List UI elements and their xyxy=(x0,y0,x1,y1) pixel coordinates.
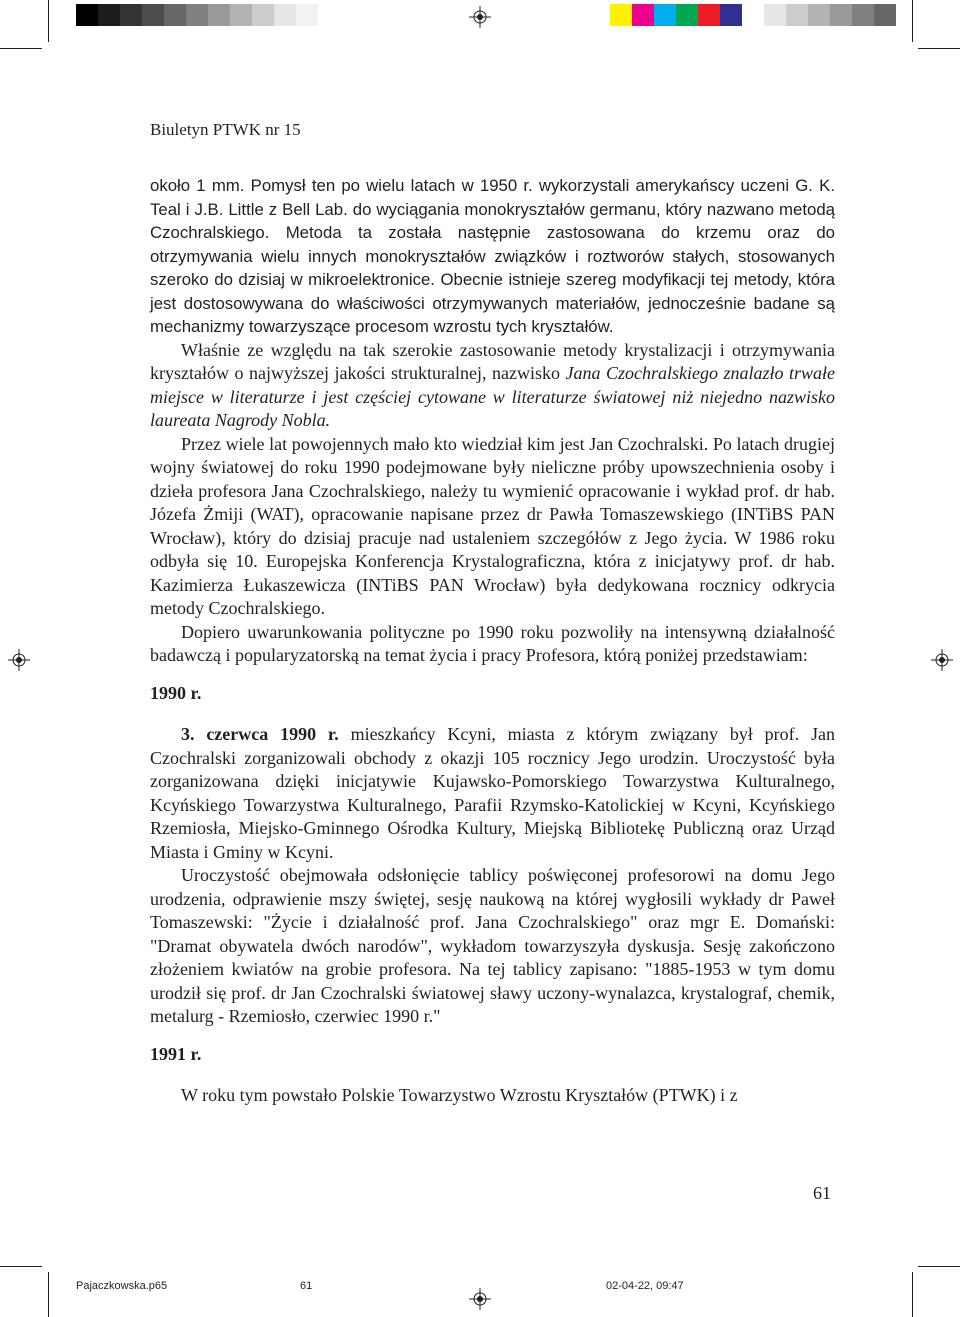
color-swatch xyxy=(252,4,274,26)
color-swatch xyxy=(610,4,632,26)
crop-mark xyxy=(912,0,913,42)
paragraph: Przez wiele lat powojennych mało kto wiedział kim jest Jan Czochralski. Po latach drugiej wojny światowej do roku 1990 podejmowane były nieliczne próby upowszechnienia osoby i dzieła profesora Jana Czochralskiego, należy tu wymienić opracowanie i wykład prof. dr hab. Józefa Żmiji (WAT), opracowanie napisane przez dr Pawła Tomaszewskiego (INTiBS PAN Wrocław), który do dzisiaj pracuje nad ustaleniem szczegółów z Jego życia. W 1986 roku odbyła się 10. Europejska Konferencja Krystalograficzna, która z inicjatywy prof. dr hab. Kazimierza Łukaszewicza (INTiBS PAN Wrocław) była dedykowana rocznicy odkrycia metody Czochralskiego. xyxy=(150,433,835,618)
color-swatch xyxy=(76,4,98,26)
paragraph: około 1 mm. Pomysł ten po wielu latach w 1950 r. wykorzystali amerykańscy uczeni G. K. Teal i J.B. Little z Bell Lab. do wyciągania monokryształów germanu, który nazwano metodą Czochralskiego. Metoda ta została następnie zastosowana do krzemu oraz do otrzymywania wielu innych monokryształów związków i roztworów stałych, stosowanych szeroko do dzisiaj w mikroelektronice. Obecnie istnieje szereg modyfikacji tej metody, która jest dostosowywana do właściwości otrzymywanych materiałów, jednocześnie badane są mechanizmy towarzyszące procesom wzrostu tych kryształów. xyxy=(150,176,835,336)
color-swatch xyxy=(830,4,852,26)
color-swatch xyxy=(720,4,742,26)
paragraph-text: Właśnie ze względu na tak szerokie zastosowanie metody krystalizacji i otrzymywania kryształów o najwyższej jakości strukturalnej, nazwisko xyxy=(150,339,835,383)
grey-color-bar xyxy=(76,4,340,26)
registration-mark-icon xyxy=(8,649,30,671)
color-swatch xyxy=(676,4,698,26)
slug-datetime: 02-04-22, 09:47 xyxy=(606,1280,684,1292)
slug-page: 61 xyxy=(300,1280,313,1292)
paragraph: Dopiero uwarunkowania polityczne po 1990 roku pozwoliły na intensywną działalność badawczą i popularyzatorską na temat życia i pracy Profesora, którą poniżej przedstawiam: xyxy=(150,621,835,665)
color-swatch xyxy=(764,4,786,26)
color-swatch xyxy=(874,4,896,26)
paragraph: W roku tym powstało Polskie Towarzystwo Wzrostu Kryształów (PTWK) i z xyxy=(181,1085,738,1105)
registration-mark-icon xyxy=(469,6,491,28)
registration-mark-icon xyxy=(469,1288,491,1310)
crop-mark xyxy=(48,0,49,42)
paragraph-text: mieszkańcy Kcyni, miasta z którym związany był prof. Jan Czochralski zorganizowali obchody z okazji 105 rocznicy Jego urodzin. Uroczystość była zorganizowana dzięki inicjatywie Kujawsko-Pomorskiego Towarzystwa Kulturalnego, Kcyńskiego Towarzystwa Kulturalnego, Parafii Rzymsko-Katolickiej w Kcyni, Kcyńskiego Rzemiosła, Miejsko-Gminnego Ośrodka Kultury, Miejską Bibliotekę Publiczną oraz Urząd Miasta i Gminy w Kcyni. xyxy=(150,724,835,862)
color-swatch xyxy=(654,4,676,26)
slug-filename: Pajaczkowska.p65 xyxy=(76,1280,168,1292)
color-swatch xyxy=(632,4,654,26)
paragraph-italic-text: Jana Czochralskiego znalazło trwałe miejsce w literaturze i jest częściej cytowane w literaturze światowej niż niejedno nazwisko laureata Nagrody Nobla. xyxy=(150,363,835,430)
running-head: Biuletyn PTWK nr 15 xyxy=(150,120,301,139)
color-swatch xyxy=(120,4,142,26)
section-heading-1991: 1991 r. xyxy=(150,1043,202,1064)
section-heading-1990: 1990 r. xyxy=(150,682,202,703)
event-date: 3. czerwca 1990 r. xyxy=(181,724,339,744)
color-swatch xyxy=(186,4,208,26)
paragraph: Uroczystość obejmowała odsłonięcie tablicy poświęconej profesorowi na domu Jego urodzenia, odprawienie mszy świętej, sesję naukową na której wygłosili wykłady dr Paweł Tomaszewski: "Życie i działalność prof. Jana Czochralskiego" oraz mgr E. Domański: "Dramat obywatela dwóch narodów", wykładom towarzyszyła dyskusja. Sesję zakończono złożeniem kwiatów na grobie profesora. Na tej tablicy zapisano: "1885-1953 w tym domu urodził się prof. dr Jan Czochralski światowej sławy uczony-wynalazca, krystalograf, chemik, metalurg - Rzemiosło, czerwiec 1990 r." xyxy=(150,865,835,1026)
color-swatch xyxy=(852,4,874,26)
color-swatch xyxy=(98,4,120,26)
color-swatch xyxy=(274,4,296,26)
page-number: 61 xyxy=(813,1183,831,1203)
paragraph xyxy=(150,339,835,433)
color-swatch xyxy=(164,4,186,26)
process-color-bar xyxy=(610,4,896,26)
crop-mark xyxy=(0,48,42,49)
color-swatch xyxy=(296,4,318,26)
crop-mark xyxy=(918,1266,960,1267)
color-swatch xyxy=(208,4,230,26)
color-swatch xyxy=(698,4,720,26)
color-swatch xyxy=(786,4,808,26)
article-body xyxy=(150,174,835,1108)
color-swatch xyxy=(230,4,252,26)
registration-mark-icon xyxy=(931,649,953,671)
crop-mark xyxy=(48,1272,49,1317)
color-swatch xyxy=(318,4,340,26)
crop-mark xyxy=(912,1272,913,1317)
paragraph xyxy=(150,723,835,864)
color-swatch xyxy=(742,4,764,26)
crop-mark xyxy=(0,1266,42,1267)
color-swatch xyxy=(808,4,830,26)
color-swatch xyxy=(142,4,164,26)
crop-mark xyxy=(918,48,960,49)
